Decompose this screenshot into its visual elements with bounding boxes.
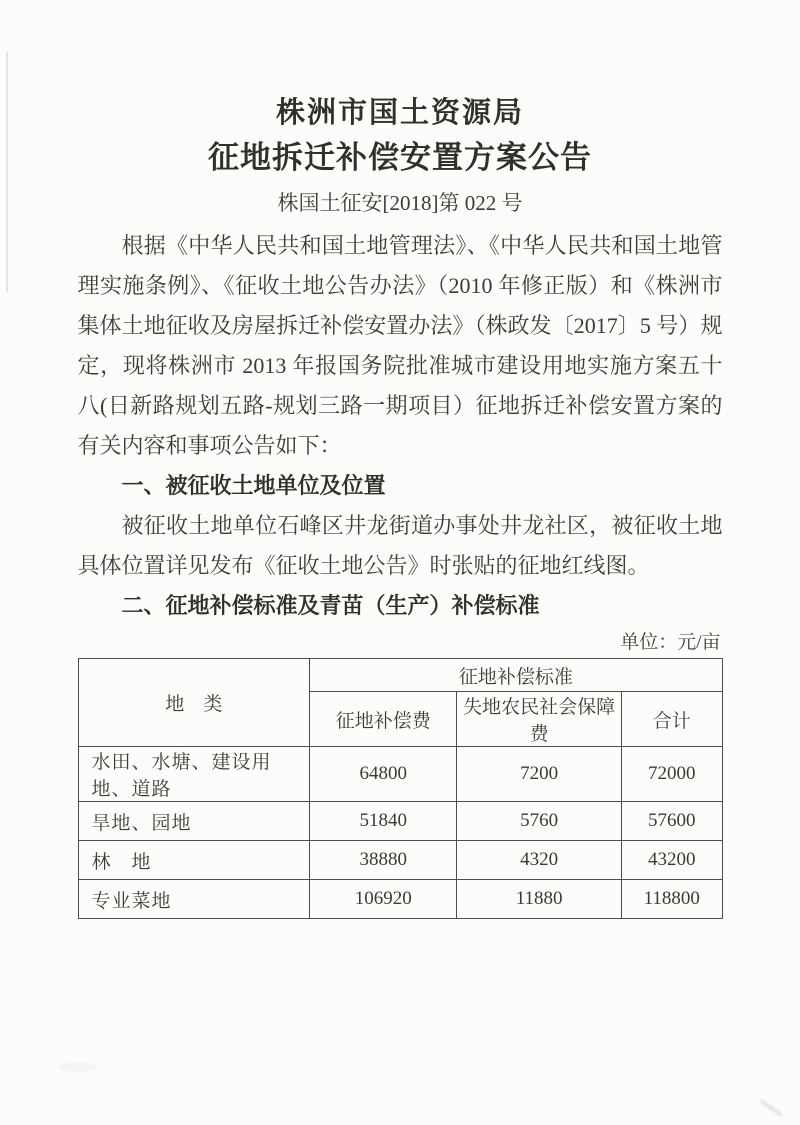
table-row [78, 841, 722, 880]
cell-land-type: 林 地 [78, 841, 310, 880]
document-title: 征地拆迁补偿安置方案公告 [208, 140, 592, 175]
compensation-standards-table [78, 658, 723, 919]
table-row [78, 747, 722, 802]
table-unit-label: 单位：元/亩 [620, 632, 721, 653]
scan-edge-artifact [6, 52, 8, 292]
column-header-land-type: 地 类 [78, 659, 310, 747]
column-header-social-security-fee: 失地农民社会保障费 [457, 692, 622, 747]
table-row [78, 802, 722, 841]
cell-land-type: 旱地、园地 [78, 802, 310, 841]
cell-total: 57600 [622, 802, 722, 841]
column-header-compensation-group: 征地补偿标准 [310, 659, 722, 692]
cell-social-security-fee: 4320 [457, 841, 622, 880]
intro-paragraph: 根据《中华人民共和国土地管理法》、《中华人民共和国土地管理实施条例》、《征收土地公告办法》（2010 年修正版）和《株洲市集体土地征收及房屋拆迁补偿安置办法》（株政发〔2017〕5 号）规定，现将株洲市 2013 年报国务院批准城市建设用地实施方案五十八(日新路规划五路-规划三路一期项目）征地拆迁补偿安置方案的有关内容和事项公告如下： [77, 233, 723, 458]
cell-compensation-fee: 64800 [310, 747, 457, 802]
scan-smudge-artifact [759, 1099, 783, 1117]
section-2-heading: 二、征地补偿标准及青苗（生产）补偿标准 [121, 593, 540, 618]
table-row [78, 880, 722, 919]
column-header-total: 合计 [622, 692, 722, 747]
cell-social-security-fee: 5760 [457, 802, 622, 841]
cell-total: 43200 [622, 841, 722, 880]
table-header-row-group [78, 659, 722, 692]
cell-compensation-fee: 106920 [310, 880, 457, 919]
section-1-paragraph: 被征收土地单位石峰区井龙街道办事处井龙社区，被征收土地具体位置详见发布《征收土地公告》时张贴的征地红线图。 [77, 513, 723, 578]
cell-social-security-fee: 11880 [457, 880, 622, 919]
document-content [78, 0, 723, 919]
document-number: 株国土征安[2018]第 022 号 [277, 191, 523, 215]
cell-total: 72000 [622, 747, 722, 802]
cell-compensation-fee: 38880 [310, 841, 457, 880]
cell-land-type: 水田、水塘、建设用地、道路 [78, 747, 310, 802]
cell-social-security-fee: 7200 [457, 747, 622, 802]
cell-compensation-fee: 51840 [310, 802, 457, 841]
cell-total: 118800 [622, 880, 722, 919]
section-1-heading: 一、被征收土地单位及位置 [121, 473, 386, 498]
scan-smudge-artifact [58, 1062, 98, 1072]
column-header-compensation-fee: 征地补偿费 [310, 692, 457, 747]
cell-land-type: 专业菜地 [78, 880, 310, 919]
agency-title: 株洲市国土资源局 [275, 97, 524, 129]
